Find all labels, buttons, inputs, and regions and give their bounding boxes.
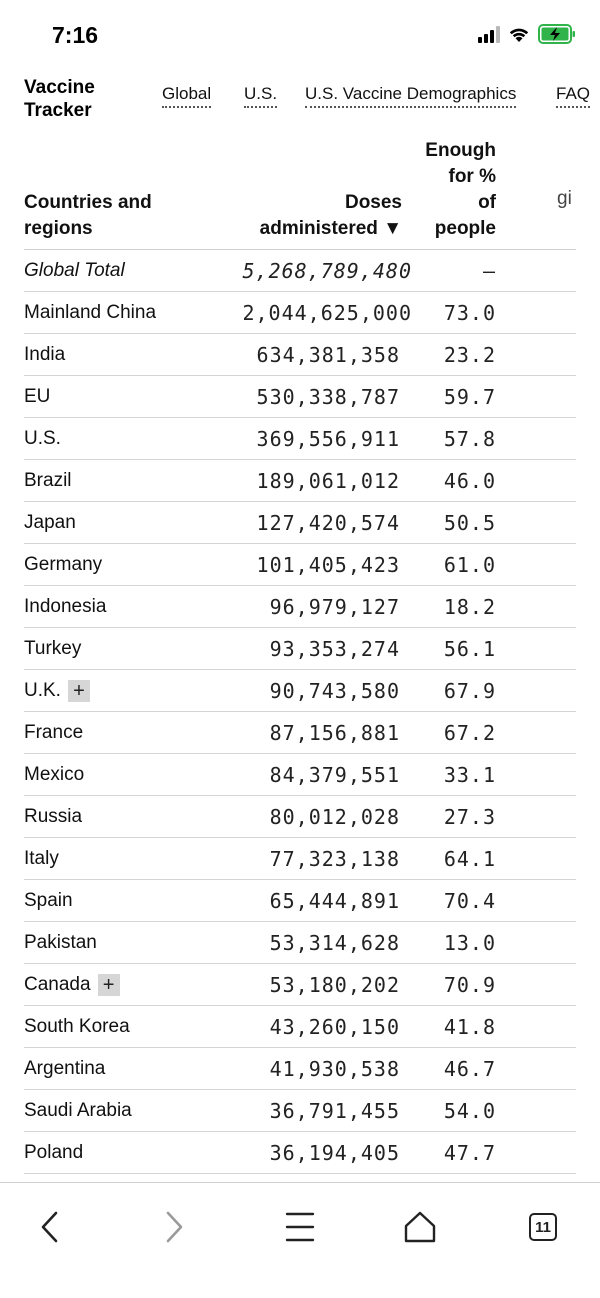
country-name: Saudi Arabia — [24, 1100, 132, 1121]
country-name: Poland — [24, 1142, 84, 1163]
doses-cell: 65,444,891 — [269, 889, 400, 913]
expand-plus-icon[interactable]: + — [98, 974, 120, 996]
percent-cell: – — [482, 259, 496, 283]
doses-cell: 53,314,628 — [269, 931, 400, 955]
doses-cell: 5,268,789,480 — [242, 259, 412, 283]
battery-charging-icon — [538, 24, 576, 44]
column-header-enough[interactable] — [406, 138, 496, 242]
country-cell — [24, 806, 82, 828]
table-header — [0, 130, 600, 250]
doses-cell: 87,156,881 — [269, 721, 400, 745]
percent-cell: 13.0 — [443, 931, 496, 955]
table-row[interactable] — [0, 544, 600, 586]
country-name: South Korea — [24, 1016, 130, 1037]
table-row[interactable] — [0, 376, 600, 418]
expand-plus-icon[interactable]: + — [68, 680, 90, 702]
percent-cell: 70.4 — [443, 889, 496, 913]
row-divider — [24, 1173, 576, 1174]
percent-cell: 56.1 — [443, 637, 496, 661]
doses-cell: 41,930,538 — [269, 1057, 400, 1081]
doses-cell: 77,323,138 — [269, 847, 400, 871]
section-nav — [0, 74, 600, 126]
table-row[interactable] — [0, 1132, 600, 1174]
country-cell — [24, 386, 50, 408]
country-cell — [24, 932, 97, 954]
home-icon — [403, 1211, 437, 1243]
nav-link-global[interactable]: Global — [162, 84, 211, 108]
home-button[interactable] — [398, 1205, 442, 1249]
table-row[interactable] — [0, 334, 600, 376]
country-cell — [24, 428, 61, 450]
nav-link-us[interactable]: U.S. — [244, 84, 277, 108]
vaccine-table — [0, 130, 600, 1182]
country-cell — [24, 1058, 105, 1080]
enough-header-line-1: Enough — [425, 140, 496, 161]
doses-cell: 36,791,455 — [269, 1099, 400, 1123]
status-time: 7:16 — [52, 22, 99, 48]
doses-cell: 101,405,423 — [256, 553, 400, 577]
country-name: Spain — [24, 890, 73, 911]
doses-cell: 36,194,405 — [269, 1141, 400, 1165]
country-cell — [24, 848, 59, 870]
percent-cell: 41.8 — [443, 1015, 496, 1039]
cellular-signal-icon — [478, 25, 500, 43]
table-row[interactable] — [0, 964, 600, 1006]
doses-cell: 90,743,580 — [269, 679, 400, 703]
country-cell — [24, 596, 106, 618]
country-name: Mainland China — [24, 302, 157, 323]
country-name: France — [24, 722, 84, 743]
country-cell — [24, 722, 83, 744]
enough-header-line-4: people — [434, 218, 496, 239]
brand-line-2: Tracker — [24, 100, 92, 121]
country-name: Global Total — [24, 260, 125, 281]
country-name: U.K. — [24, 680, 61, 701]
menu-button[interactable] — [278, 1205, 322, 1249]
table-row[interactable] — [0, 880, 600, 922]
percent-cell: 33.1 — [443, 763, 496, 787]
hamburger-icon — [285, 1211, 315, 1243]
country-name: India — [24, 344, 66, 365]
percent-cell: 70.9 — [443, 973, 496, 997]
country-cell — [24, 890, 73, 912]
country-name: EU — [24, 386, 51, 407]
column-header-country[interactable] — [24, 190, 224, 242]
doses-cell: 53,180,202 — [269, 973, 400, 997]
percent-cell: 46.0 — [443, 469, 496, 493]
doses-cell: 634,381,358 — [256, 343, 400, 367]
tabs-button[interactable] — [521, 1205, 565, 1249]
doses-cell: 369,556,911 — [256, 427, 400, 451]
percent-cell: 61.0 — [443, 553, 496, 577]
table-body — [0, 250, 600, 1174]
percent-cell: 23.2 — [443, 343, 496, 367]
country-name: Italy — [24, 848, 59, 869]
status-bar — [0, 0, 600, 70]
table-row[interactable] — [0, 922, 600, 964]
enough-header-line-2: for % — [448, 166, 496, 187]
country-cell — [24, 638, 81, 660]
column-header-country-label: Countries and regions — [24, 192, 152, 239]
country-cell — [24, 1100, 132, 1122]
forward-button[interactable] — [152, 1205, 196, 1249]
percent-cell: 54.0 — [443, 1099, 496, 1123]
nav-link-us-vaccine-demographics[interactable]: U.S. Vaccine Demographics — [305, 84, 516, 108]
table-row[interactable] — [0, 1006, 600, 1048]
doses-cell: 84,379,551 — [269, 763, 400, 787]
table-row[interactable] — [0, 628, 600, 670]
table-row[interactable] — [0, 796, 600, 838]
table-row[interactable] — [0, 418, 600, 460]
country-name: Indonesia — [24, 596, 107, 617]
percent-cell: 18.2 — [443, 595, 496, 619]
back-button[interactable] — [28, 1205, 72, 1249]
country-cell — [24, 1016, 130, 1038]
percent-cell: 46.7 — [443, 1057, 496, 1081]
country-cell — [24, 470, 72, 492]
nav-link-faq[interactable]: FAQ — [556, 84, 590, 108]
percent-cell: 67.2 — [443, 721, 496, 745]
doses-cell: 2,044,625,000 — [242, 301, 412, 325]
country-name: U.S. — [24, 428, 61, 449]
doses-cell: 43,260,150 — [269, 1015, 400, 1039]
doses-cell: 96,979,127 — [269, 595, 400, 619]
browser-toolbar — [0, 1182, 600, 1298]
vaccine-tracker-title[interactable] — [24, 76, 95, 122]
country-cell — [24, 1142, 83, 1164]
table-row[interactable] — [0, 502, 600, 544]
country-name: Japan — [24, 512, 76, 533]
percent-cell: 73.0 — [443, 301, 496, 325]
country-name: Brazil — [24, 470, 72, 491]
percent-cell: 64.1 — [443, 847, 496, 871]
country-cell — [24, 554, 102, 576]
country-name: Russia — [24, 806, 83, 827]
table-row[interactable] — [0, 292, 600, 334]
country-cell — [24, 974, 120, 996]
doses-cell: 530,338,787 — [256, 385, 400, 409]
status-icons — [478, 24, 576, 44]
percent-cell: 67.9 — [443, 679, 496, 703]
table-row[interactable] — [0, 670, 600, 712]
country-name: Mexico — [24, 764, 85, 785]
percent-cell: 59.7 — [443, 385, 496, 409]
doses-cell: 93,353,274 — [269, 637, 400, 661]
table-row[interactable] — [0, 586, 600, 628]
doses-cell: 80,012,028 — [269, 805, 400, 829]
country-cell — [24, 344, 65, 366]
percent-cell: 50.5 — [443, 511, 496, 535]
column-header-doses[interactable] — [232, 190, 402, 242]
table-row[interactable] — [0, 460, 600, 502]
brand-line-1: Vaccine — [24, 77, 95, 98]
column-header-doses-label: Doses administered ▼ — [259, 192, 402, 239]
tabs-count-icon: 11 — [529, 1213, 557, 1241]
wifi-icon — [508, 26, 530, 43]
enough-header-line-3: of — [478, 192, 496, 213]
chevron-right-icon — [163, 1210, 185, 1244]
table-row[interactable] — [0, 1090, 600, 1132]
country-name: Argentina — [24, 1058, 106, 1079]
column-header-clipped: gi — [557, 188, 572, 209]
doses-cell: 127,420,574 — [256, 511, 400, 535]
country-cell — [24, 512, 76, 534]
percent-cell: 57.8 — [443, 427, 496, 451]
country-cell — [24, 680, 90, 702]
country-name: Pakistan — [24, 932, 97, 953]
table-row[interactable] — [0, 1048, 600, 1090]
chevron-left-icon — [39, 1210, 61, 1244]
country-name: Germany — [24, 554, 103, 575]
country-name: Canada — [24, 974, 91, 995]
table-row[interactable] — [0, 250, 600, 292]
country-cell — [24, 260, 125, 282]
country-cell — [24, 302, 156, 324]
table-row[interactable] — [0, 754, 600, 796]
table-row[interactable] — [0, 838, 600, 880]
percent-cell: 27.3 — [443, 805, 496, 829]
country-cell — [24, 764, 84, 786]
percent-cell: 47.7 — [443, 1141, 496, 1165]
country-name: Turkey — [24, 638, 82, 659]
table-row[interactable] — [0, 712, 600, 754]
doses-cell: 189,061,012 — [256, 469, 400, 493]
